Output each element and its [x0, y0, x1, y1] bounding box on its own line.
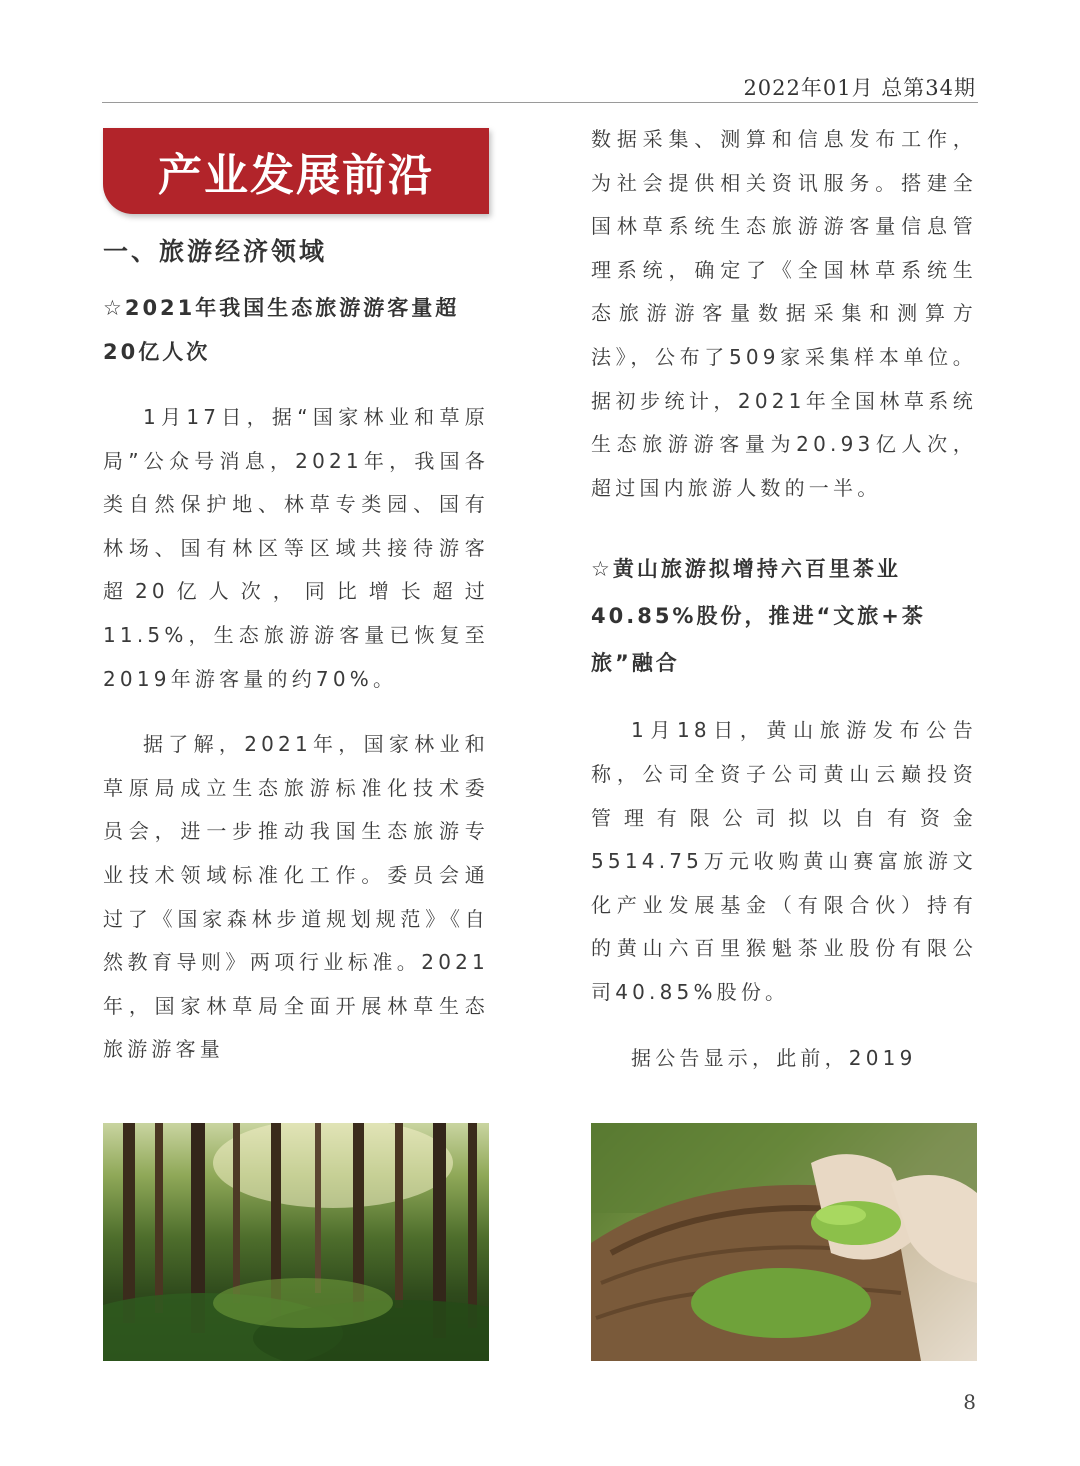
- article1-paragraph-2-continued: 数据采集、测算和信息发布工作，为社会提供相关资讯服务。搭建全国林草系统生态旅游游客量信息管理系统，确定了《全国林草系统生态旅游游客量数据采集和测算方法》，公布了509家采集样本单位。据初步统计，2021年全国林草系统生态旅游游客量为20.93亿人次，超过国内旅游人数的一半。: [591, 127, 977, 500]
- article1-title: ☆2021年我国生态旅游游客量超20亿人次: [103, 296, 460, 364]
- article2-paragraph-2: 据公告显示，此前，2019: [631, 1045, 917, 1070]
- forest-illustration: [103, 1123, 489, 1361]
- article2-paragraph-1: 1月18日，黄山旅游发布公告称，公司全资子公司黄山云巅投资管理有限公司拟以自有资金5514.75万元收购黄山赛富旅游文化产业发展基金（有限合伙）持有的黄山六百里猴魁茶业股份有限公司40.85%股份。: [591, 718, 977, 1004]
- right-column: [591, 118, 977, 1080]
- section-banner: [103, 128, 489, 214]
- page-number: 8: [963, 1390, 976, 1414]
- section-heading: 一、旅游经济领域: [103, 237, 328, 266]
- forest-photo: [103, 1123, 489, 1361]
- tea-basket-illustration: [591, 1123, 977, 1361]
- article1-paragraph-2: 据了解，2021年，国家林业和草原局成立生态旅游标准化技术委员会，进一步推动我国生态旅游专业技术领域标准化工作。委员会通过了《国家森林步道规划规范》《自然教育导则》两项行业标准。2021年，国家林草局全面开展林草生态旅游游客量: [103, 732, 489, 1062]
- tea-leaves-photo: [591, 1123, 977, 1361]
- article1-paragraph-1: 1月17日，据“国家林业和草原局”公众号消息，2021年，我国各类自然保护地、林草专类园、国有林场、国有林区等区域共接待游客超20亿人次，同比增长超过11.5%，生态旅游游客量已恢复至2019年游客量的约70%。: [103, 405, 489, 691]
- issue-header: 2022年01月 总第34期: [743, 76, 976, 100]
- header-divider: [102, 102, 978, 103]
- left-column: [103, 128, 489, 1072]
- banner-title: 产业发展前沿: [158, 150, 434, 201]
- article2-title: ☆黄山旅游拟增持六百里茶业40.85%股份，推进“文旅+茶旅”融合: [591, 557, 926, 676]
